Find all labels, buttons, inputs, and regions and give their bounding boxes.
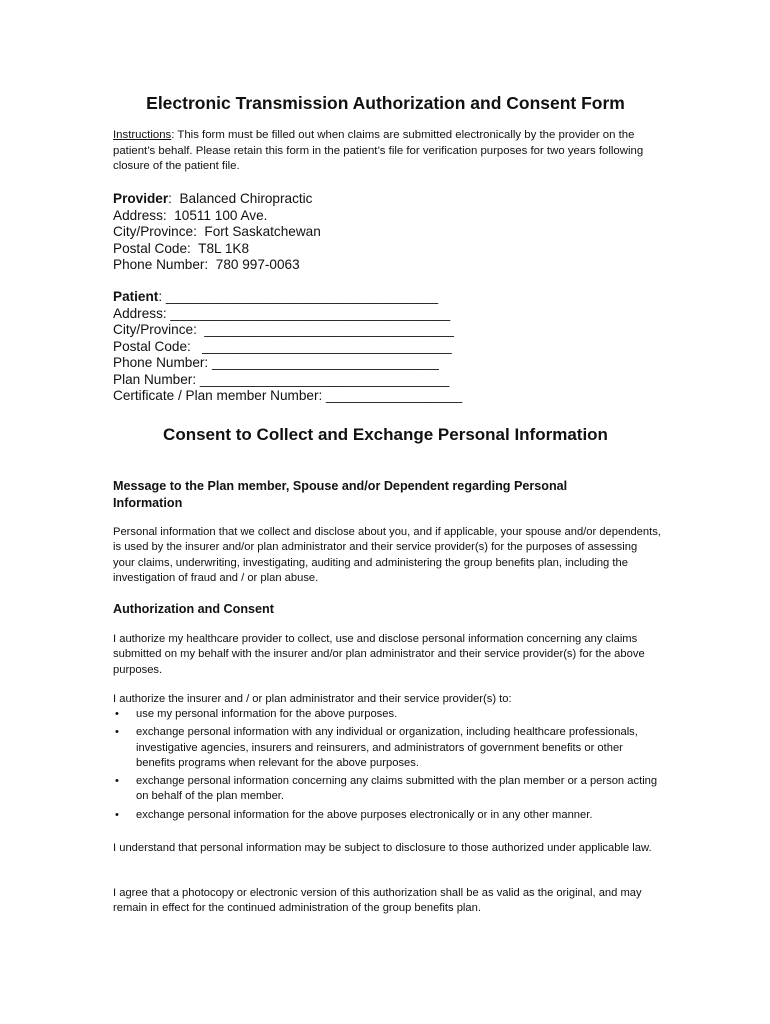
patient-info (113, 289, 673, 405)
bullet-icon: • (115, 808, 119, 821)
instructions-paragraph (113, 128, 658, 175)
message-heading: Message to the Plan member, Spouse and/or Dependent regarding Personal Information (113, 479, 568, 510)
patient-certificate-field[interactable]: Certificate / Plan member Number: __________________ (113, 388, 463, 403)
bullet-icon: • (115, 775, 119, 788)
provider-postal: Postal Code: T8L 1K8 (113, 240, 250, 256)
provider-city: City/Province: Fort Saskatchewan (113, 224, 321, 239)
auth-paragraph-1: I authorize my healthcare provider to collect, use and disclose personal information concerning any claims submitted on my behalf with the insurer and/or plan administrator and their service provider(s) for the above purposes. (113, 633, 645, 676)
provider-label: Provider (113, 191, 169, 206)
provider-name-line (113, 191, 673, 208)
message-paragraph: Personal information that we collect and disclose about you, and if applicable, your spouse and/or dependents, is used by the insurer and/or plan administrator and their service provider(s) for the purposes of assessing your claims, underwriting, investigating, auditing and administering the group benefits plan, including the investigation of fraud and / or plan abuse. (113, 526, 661, 584)
patient-postal-field[interactable]: Postal Code: _________________________________ (113, 338, 452, 354)
authorization-heading: Authorization and Consent (113, 602, 274, 616)
patient-plan-number-field[interactable]: Plan Number: _________________________________ (113, 371, 450, 387)
patient-address-field[interactable]: Address: _____________________________________ (113, 305, 451, 321)
patient-name-line[interactable] (113, 289, 673, 306)
patient-label: Patient (113, 289, 159, 304)
list-item-text: exchange personal information with any individual or organization, including healthcare professionals, investigative agencies, insurers and reinsurers, and administrators of government benefits or other benefits programs when relevant for the above purposes. (136, 726, 638, 769)
instructions-label: Instructions (113, 129, 172, 141)
list-item-text: use my personal information for the above purposes. (136, 708, 398, 720)
auth-paragraph-2: I authorize the insurer and / or plan administrator and their service provider(s) to: (113, 693, 512, 705)
list-item-text: exchange personal information for the above purposes electronically or in any other manner. (136, 808, 593, 821)
list-item (113, 808, 661, 823)
provider-address: Address: 10511 100 Ave. (113, 207, 268, 223)
authorization-list (113, 707, 661, 826)
list-item (113, 774, 661, 805)
provider-name: : Balanced Chiropractic (168, 191, 313, 206)
consent-heading: Consent to Collect and Exchange Personal Information (163, 425, 608, 444)
bullet-icon: • (115, 708, 119, 720)
instructions-text: : This form must be filled out when claims are submitted electronically by the provider on the patient’s behalf. Please retain this form in the patient’s file for verification purposes for two years following closure of the patient file. (113, 129, 644, 172)
provider-info (113, 191, 673, 274)
understand-paragraph: I understand that personal information may be subject to disclosure to those authorized under applicable law. (113, 842, 652, 854)
provider-phone: Phone Number: 780 997-0063 (113, 257, 300, 272)
form-title: Electronic Transmission Authorization and Consent Form (146, 93, 625, 113)
patient-city-field[interactable]: City/Province: _________________________________ (113, 322, 454, 337)
list-item (113, 725, 661, 771)
list-item (113, 707, 661, 722)
patient-name-blank[interactable]: : ____________________________________ (158, 289, 439, 304)
patient-phone-field[interactable]: Phone Number: ______________________________ (113, 355, 439, 370)
bullet-icon: • (115, 726, 119, 739)
list-item-text: exchange personal information concerning any claims submitted with the plan member or a person acting on behalf of the plan member. (136, 775, 658, 803)
agree-paragraph: I agree that a photocopy or electronic version of this authorization shall be as valid as the original, and may remain in effect for the continued administration of the group benefits plan. (113, 887, 642, 915)
